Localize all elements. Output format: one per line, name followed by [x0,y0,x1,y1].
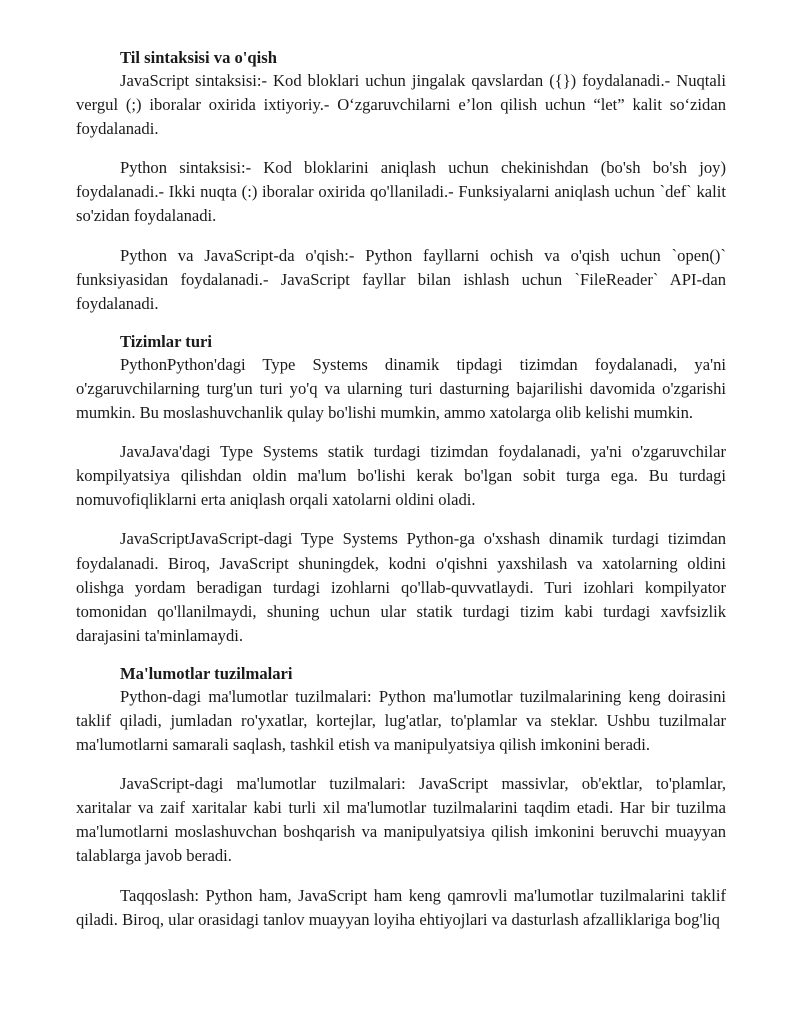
paragraph: Python sintaksisi:- Kod bloklarini aniqlash uchun chekinishdan (bo'sh bo'sh joy) foydalanadi.- Ikki nuqta (:) iboralar oxirida qo'llaniladi.- Funksiyalarni aniqlash uchun `def` kalit so'zidan foydalanadi. [76,158,726,226]
section-heading: Til sintaksisi va o'qish [120,48,277,67]
paragraph: Python-dagi ma'lumotlar tuzilmalari: Python ma'lumotlar tuzilmalarining keng doirasini taklif qiladi, jumladan ro'yxatlar, kortejlar, lug'atlar, to'plamlar va steklar. Ushbu tuzilmalar ma'lumotlarni samarali saqlash, tashkil etish va manipulyatsiya qilish imkonini beradi. [76,686,726,755]
section-type-systems [76,330,726,648]
document-page [76,46,726,932]
paragraph: JavaScriptJavaScript-dagi Type Systems Python-ga o'xshash dinamik turdagi tizimdan foydalanadi. Biroq, JavaScript shuningdek, kodni o'qishni yaxshilash va xatolarning oldini olishga yordam beradigan turdagi izohlarni qo'llab-quvvatlaydi. Turi izohlari kompilyator tomonidan qo'llanilmaydi, shuning uchun ular statik turdagi tizim kabi turdagi xavfsizlik darajasini ta'minlamaydi. [76,529,726,645]
paragraph: PythonPython'dagi Type Systems dinamik tipdagi tizimdan foydalanadi, ya'ni o'zgaruvchilarning turg'un turi yo'q va ularning turi dasturning bajarilishi davomida o'zgarishi mumkin. Bu moslashuvchanlik qulay bo'lishi mumkin, ammo xatolarga olib kelishi mumkin. [76,354,726,423]
section-heading: Ma'lumotlar tuzilmalari [120,663,293,683]
section-data-structures [76,662,726,932]
section-heading: Tizimlar turi [120,331,213,351]
paragraph: JavaJava'dagi Type Systems statik turdagi tizimdan foydalanadi, ya'ni o'zgaruvchilar kompilyatsiya qilishdan oldin ma'lum bo'lishi kerak bo'lgan sobit turga ega. Bu turdagi nomuvofiqliklarni erta aniqlash orqali xatolarni oldini oladi. [76,442,726,510]
paragraph: JavaScript sintaksisi:- Kod bloklari uchun jingalak qavslardan ({}) foydalanadi.- Nuqtali vergul (;) iboralar oxirida ixtiyoriy.- O‘zgaruvchilarni e’lon qilish uchun “let” kalit so‘zidan foydalanadi. [76,71,726,139]
paragraph: Python va JavaScript-da o'qish:- Python fayllarni ochish va o'qish uchun `open()` funksiyasidan foydalanadi.- JavaScript fayllar bilan ishlash uchun `FileReader` API-dan foydalanadi. [76,245,726,313]
paragraph: JavaScript-dagi ma'lumotlar tuzilmalari: JavaScript massivlar, ob'ektlar, to'plamlar, xaritalar va zaif xaritalar kabi turli xil ma'lumotlar tuzilmalarini taqdim etadi. Har bir tuzilma ma'lumotlarni moslashuvchan boshqarish va manipulyatsiya qilish imkonini beruvchi muayyan talablarga javob beradi. [76,774,726,866]
section-syntax [76,46,726,316]
paragraph: Taqqoslash: Python ham, JavaScript ham keng qamrovli ma'lumotlar tuzilmalarini taklif qiladi. Biroq, ular orasidagi tanlov muayyan loyiha ehtiyojlari va dasturlash afzalliklariga bog'liq [76,885,726,929]
